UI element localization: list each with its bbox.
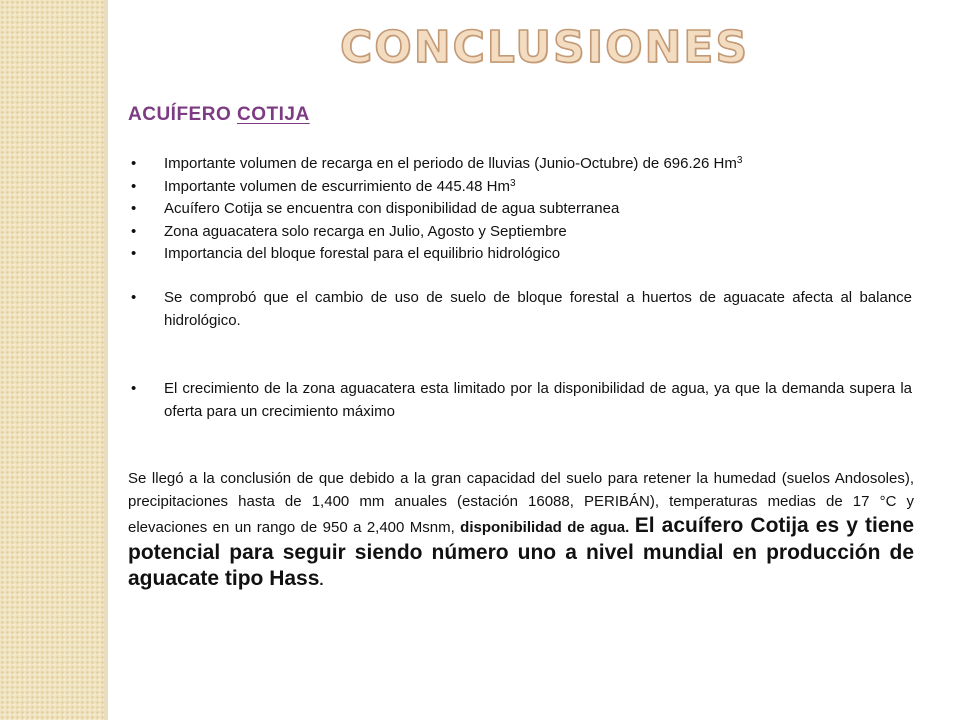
bullet-glyph: • (131, 380, 137, 397)
bullet-text: Se comprobó que el cambio de uso de suelo de bloque forestal a huertos de aguacate afecta al balance hidrológico. (164, 289, 912, 329)
bullet-text: El crecimiento de la zona aguacatera esta limitado por la disponibilidad de agua, ya que la demanda supera la oferta para un crecimiento máximo (164, 380, 912, 420)
paragraph-end-punctuation: . (319, 572, 324, 589)
bullet-glyph: • (131, 222, 137, 240)
bullet-item (128, 221, 912, 244)
bullet-item (128, 198, 912, 221)
bullet-glyph: • (131, 177, 137, 195)
bullet-list-growth (128, 378, 912, 423)
bullet-glyph: • (131, 155, 137, 172)
bullet-list-land-use (128, 287, 912, 332)
bullet-item (128, 176, 912, 199)
decorative-side-strip (0, 0, 104, 720)
slide-subtitle (128, 104, 310, 126)
paragraph-punctuation: . (625, 519, 635, 536)
bullet-item (128, 378, 912, 423)
bullet-text: Zona aguacatera solo recarga en Julio, Agosto y Septiembre (164, 222, 567, 240)
subtitle-underlined: COTIJA (237, 104, 310, 125)
superscript: 3 (510, 177, 516, 189)
slide-title: CONCLUSIONES (340, 22, 750, 73)
bullet-text: Importante volumen de recarga en el periodo de lluvias (Junio-Octubre) de 696.26 Hm (164, 155, 737, 172)
paragraph-emphasis: disponibilidad de agua (460, 519, 626, 536)
bullet-text: Importancia del bloque forestal para el equilibrio hidrológico (164, 245, 561, 262)
bullet-glyph: • (131, 200, 137, 217)
bullet-list-primary (128, 153, 912, 266)
paragraph-text: Se llegó a la conclusión de que debido a la gran capacidad del suelo para retener la humedad (suelos Andosoles), precipitaciones hasta de 1,400 mm anuales (estación 16088, PERIBÁN), temperaturas medias de 17 °C y elevaciones en un rango de 950 a 2,400 Msnm, (128, 470, 914, 536)
subtitle-prefix: ACUÍFERO (128, 104, 237, 125)
conclusion-paragraph (128, 468, 914, 593)
bullet-item (128, 243, 912, 266)
bullet-item (128, 153, 912, 176)
paragraph-highlight: El acuífero Cotija es y tiene potencial para seguir siendo número uno a nivel mundial en producción de aguacate tipo Hass (128, 514, 914, 590)
bullet-text: Importante volumen de escurrimiento de 445.48 Hm (164, 177, 511, 195)
bullet-glyph: • (131, 245, 137, 262)
bullet-glyph: • (131, 289, 137, 306)
bullet-item (128, 287, 912, 332)
side-strip-edge (104, 0, 108, 720)
bullet-text: Acuífero Cotija se encuentra con disponibilidad de agua subterranea (164, 200, 620, 217)
superscript: 3 (736, 155, 743, 166)
